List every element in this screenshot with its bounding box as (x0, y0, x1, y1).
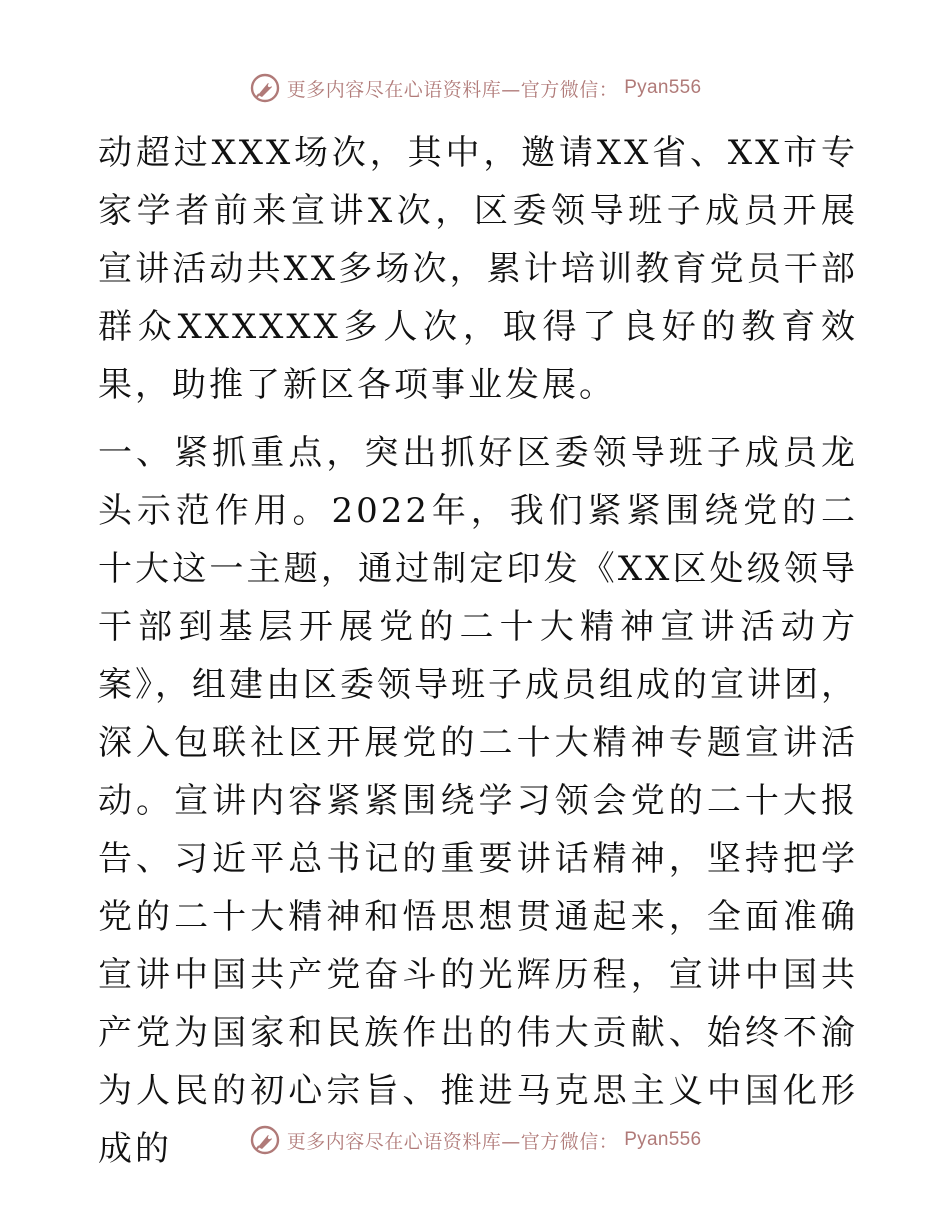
header-watermark (0, 72, 950, 104)
watermark-text: 更多内容尽在心语资料库—官方微信： (286, 1130, 619, 1153)
pen-nib-icon (249, 72, 281, 104)
body-paragraph-2: 一、紧抓重点，突出抓好区委领导班子成员龙头示范作用。2022年，我们紧紧围绕党的二十大这一主题，通过制定印发《XX区处级领导干部到基层开展党的二十大精神宣讲活动方案》，组建由区委领导班子成员组成的宣讲团，深入包联社区开展党的二十大精神专题宣讲活动。宣讲内容紧紧围绕学习领会党的二十大报告、习近平总书记的重要讲话精神，坚持把学党的二十大精神和悟思想贯通起来，全面准确宣讲中国共产党奋斗的光辉历程，宣讲中国共产党为国家和民族作出的伟大贡献、始终不渝为人民的初心宗旨、推进马克思主义中国化形成的 (98, 433, 858, 1169)
document-body (98, 124, 858, 1178)
watermark-wechat-id: Pyan556 (624, 77, 702, 98)
watermark-text: 更多内容尽在心语资料库—官方微信： (286, 78, 619, 101)
footer-watermark (0, 1124, 950, 1156)
watermark-wechat-id: Pyan556 (624, 1129, 702, 1150)
body-paragraph-1: 动超过XXX场次，其中，邀请XX省、XX市专家学者前来宣讲X次，区委领导班子成员开展宣讲活动共XX多场次，累计培训教育党员干部群众XXXXXX多人次，取得了良好的教育效果，助推了新区各项事业发展。 (98, 133, 858, 405)
pen-nib-icon (249, 1124, 281, 1156)
